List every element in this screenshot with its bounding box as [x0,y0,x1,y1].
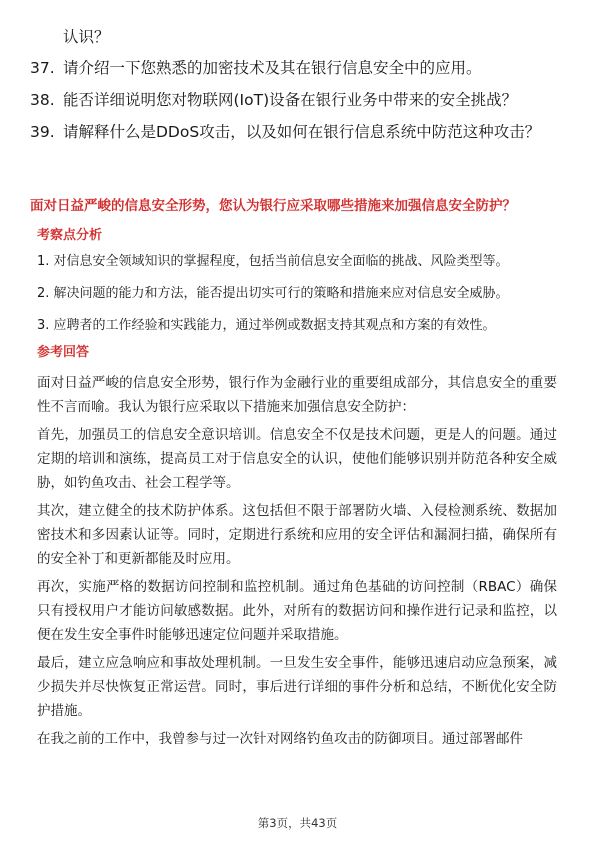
analysis-point: 1. 对信息安全领域知识的掌握程度，包括当前信息安全面临的挑战、风险类型等。 [37,254,509,269]
answer-paragraph: 首先，加强员工的信息安全意识培训。信息安全不仅是技术问题，更是人的问题。通过定期的培训和演练，提高员工对于信息安全的认识，使他们能够识别并防范各种安全威胁，如钓鱼攻击、社会工程学等。 [37,427,557,491]
question-item [30,120,570,145]
interview-question-headline: 面对日益严峻的信息安全形势，您认为银行应采取哪些措施来加强信息安全防护？ [30,198,516,214]
page-footer: 第3页，共43页 [257,816,338,830]
question-item [30,56,570,81]
question-number: 38. [30,91,55,109]
analysis-point: 2. 解决问题的能力和方法，能否提出切实可行的策略和措施来应对信息安全威胁。 [37,286,509,301]
analysis-point: 3. 应聘者的工作经验和实践能力，通过举例或数据支持其观点和方案的有效性。 [37,318,496,333]
answer-paragraph: 在我之前的工作中，我曾参与过一次针对网络钓鱼攻击的防御项目。通过部署邮件 [37,731,523,747]
question-continuation: 认识？ [63,28,110,46]
question-number: 37. [30,59,55,77]
answer-label: 参考回答 [37,345,90,360]
analysis-label: 考察点分析 [37,228,103,243]
answer-body [37,371,557,755]
question-list [30,56,570,152]
analysis-points [37,252,567,348]
answer-paragraph: 面对日益严峻的信息安全形势，银行作为金融行业的重要组成部分，其信息安全的重要性不言而喻。我认为银行应采取以下措施来加强信息安全防护： [37,375,557,415]
question-text: 请解释什么是DDoS攻击，以及如何在银行信息系统中防范这种攻击？ [63,123,541,141]
question-item [30,88,570,113]
answer-paragraph: 最后，建立应急响应和事故处理机制。一旦发生安全事件，能够迅速启动应急预案，减少损失并尽快恢复正常运营。同时，事后进行详细的事件分析和总结，不断优化安全防护措施。 [37,655,557,719]
answer-paragraph: 再次，实施严格的数据访问控制和监控机制。通过角色基础的访问控制（RBAC）确保只有授权用户才能访问敏感数据。此外，对所有的数据访问和操作进行记录和监控，以便在发生安全事件时能够迅速定位问题并采取措施。 [37,579,557,643]
answer-paragraph: 其次，建立健全的技术防护体系。这包括但不限于部署防火墙、入侵检测系统、数据加密技术和多因素认证等。同时，定期进行系统和应用的安全评估和漏洞扫描，确保所有的安全补丁和更新都能及时应用。 [37,503,557,567]
question-text: 能否详细说明您对物联网(IoT)设备在银行业务中带来的安全挑战？ [63,91,518,109]
question-text: 请介绍一下您熟悉的加密技术及其在银行信息安全中的应用。 [63,59,482,77]
question-number: 39. [30,123,55,141]
